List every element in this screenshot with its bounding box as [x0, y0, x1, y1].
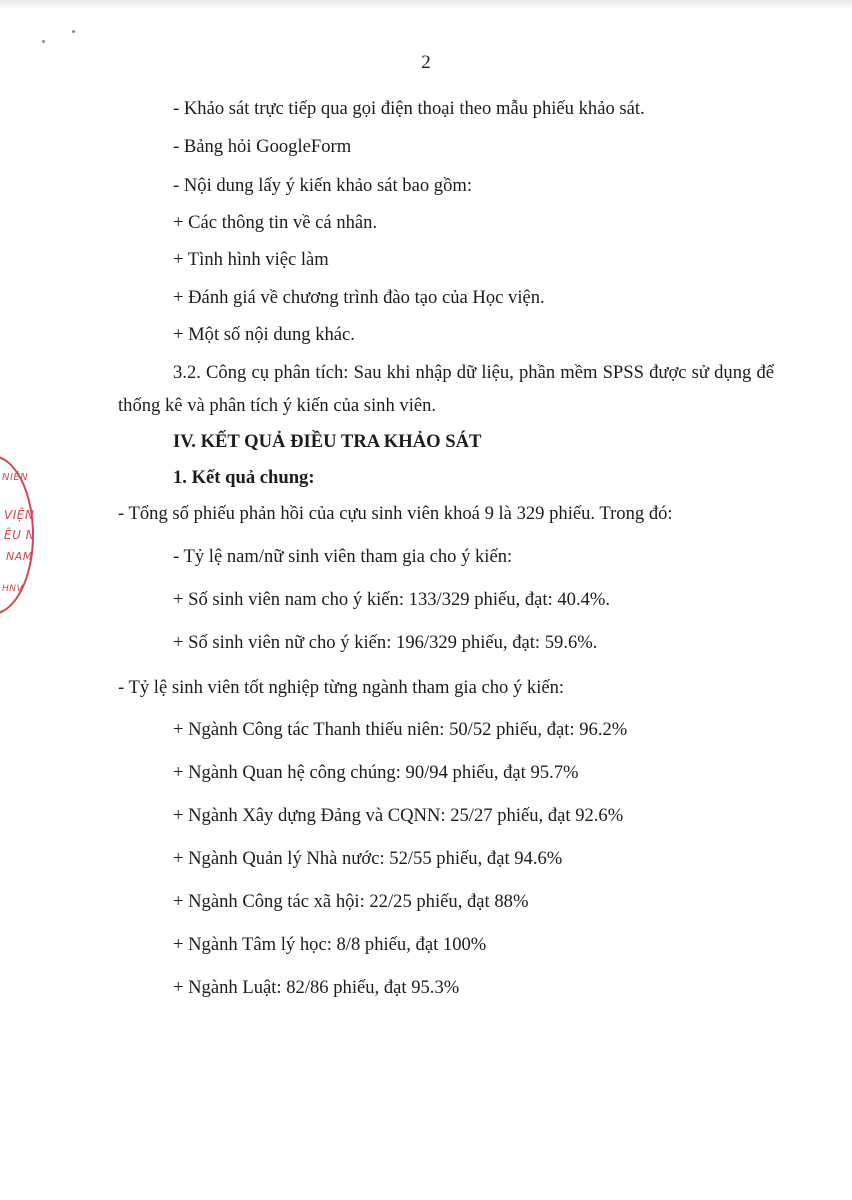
- male-responses-line: + Số sinh viên nam cho ý kiến: 133/329 phiếu, đạt: 40.4%.: [173, 589, 611, 610]
- gender-intro-line: - Tỷ lệ nam/nữ sinh viên tham gia cho ý kiến:: [173, 546, 513, 567]
- content-intro-line: - Nội dung lấy ý kiến khảo sát bao gồm:: [173, 175, 472, 196]
- scan-speck: [42, 40, 45, 43]
- content-program-line: + Đánh giá về chương trình đào tạo của Học viện.: [173, 287, 545, 308]
- section-heading: IV. KẾT QUẢ ĐIỀU TRA KHẢO SÁT: [173, 431, 482, 452]
- scan-speck: [72, 30, 75, 33]
- major-line: + Ngành Quan hệ công chúng: 90/94 phiếu, đạt 95.7%: [173, 762, 579, 783]
- major-line: + Ngành Quản lý Nhà nước: 52/55 phiếu, đạt 94.6%: [173, 848, 563, 869]
- page-number: 2: [421, 52, 431, 73]
- female-responses-line: + Số sinh viên nữ cho ý kiến: 196/329 phiếu, đạt: 59.6%.: [173, 632, 598, 653]
- content-other-line: + Một số nội dung khác.: [173, 324, 355, 345]
- major-line: + Ngành Tâm lý học: 8/8 phiếu, đạt 100%: [173, 934, 487, 955]
- content-jobs-line: + Tình hình việc làm: [173, 249, 329, 270]
- analysis-tool-paragraph: 3.2. Công cụ phân tích: Sau khi nhập dữ liệu, phần mềm SPSS được sử dụng để thống kê và phân tích ý kiến của sinh viên.: [118, 362, 774, 416]
- stamp-text: ÊU N: [4, 528, 36, 542]
- stamp-text: NIÊN: [2, 472, 29, 483]
- subsection-heading: 1. Kết quả chung:: [173, 467, 315, 488]
- major-intro-line: - Tỷ lệ sinh viên tốt nghiệp từng ngành tham gia cho ý kiến:: [118, 677, 565, 698]
- method-form-line: - Bảng hỏi GoogleForm: [173, 136, 352, 157]
- scan-edge-shadow: [0, 0, 852, 10]
- stamp-text: VIỆN: [4, 508, 35, 522]
- total-responses-line: - Tổng số phiếu phản hồi của cựu sinh viên khoá 9 là 329 phiếu. Trong đó:: [118, 503, 673, 524]
- major-line: + Ngành Xây dựng Đảng và CQNN: 25/27 phiếu, đạt 92.6%: [173, 805, 624, 826]
- method-phone-line: - Khảo sát trực tiếp qua gọi điện thoại theo mẫu phiếu khảo sát.: [173, 98, 645, 119]
- major-line: + Ngành Luật: 82/86 phiếu, đạt 95.3%: [173, 977, 460, 998]
- major-line: + Ngành Công tác xã hội: 22/25 phiếu, đạt 88%: [173, 891, 529, 912]
- content-personal-line: + Các thông tin về cá nhân.: [173, 212, 378, 233]
- stamp-text: HNV: [2, 584, 24, 594]
- stamp-text: NAM: [6, 550, 33, 563]
- major-line: + Ngành Công tác Thanh thiếu niên: 50/52 phiếu, đạt: 96.2%: [173, 719, 628, 740]
